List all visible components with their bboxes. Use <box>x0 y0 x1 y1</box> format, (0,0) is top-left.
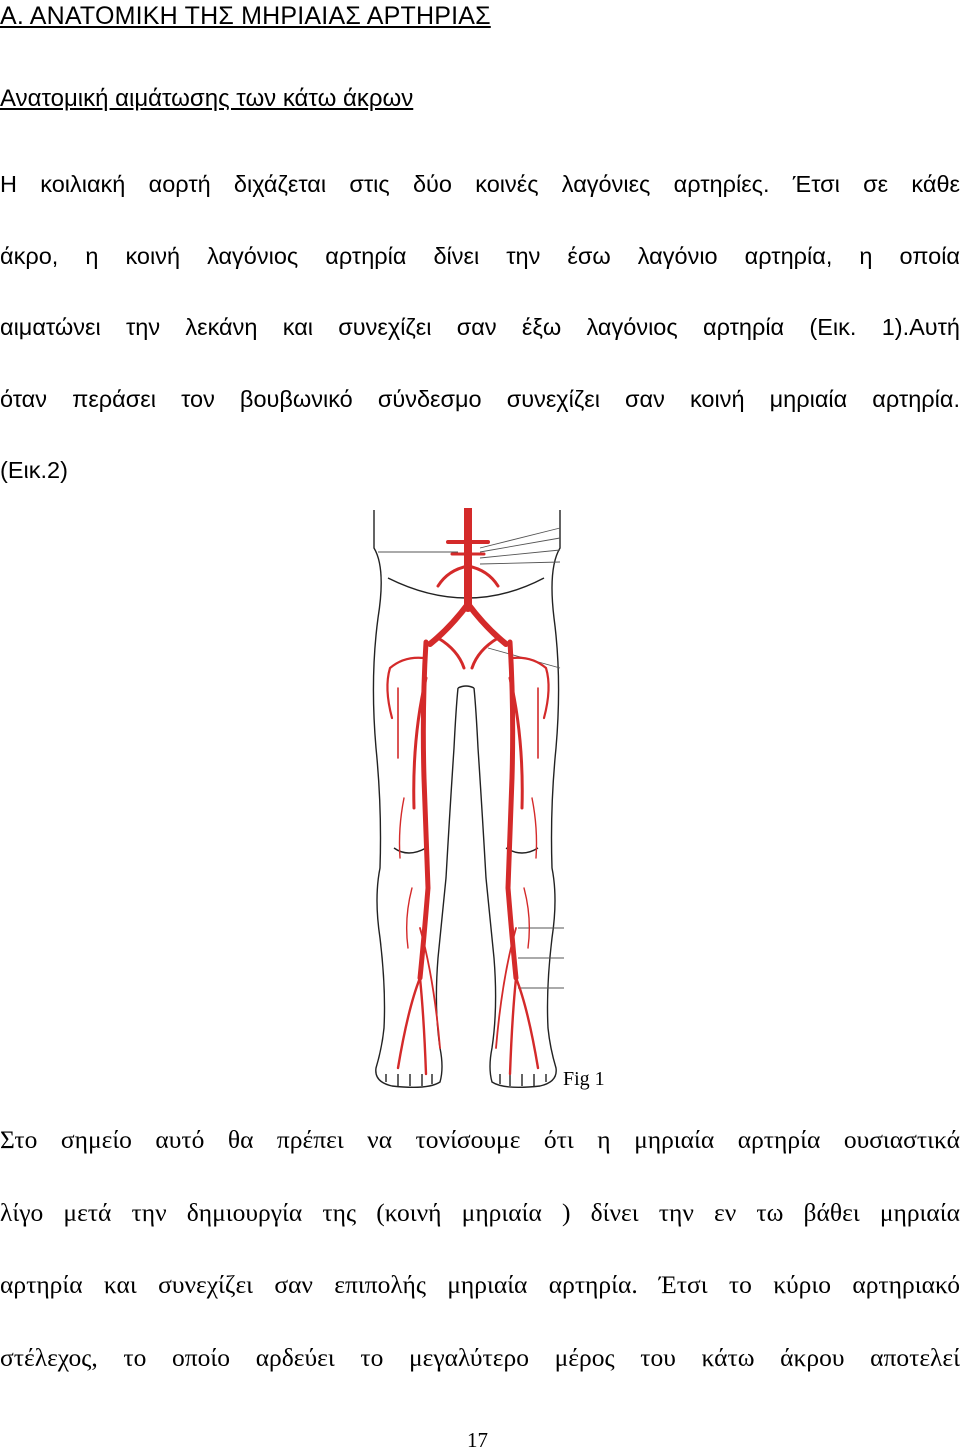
page-number: 17 <box>467 1428 488 1452</box>
paragraph-1 <box>0 149 960 507</box>
paragraph-line: όταν περάσει τον βουβωνικό σύνδεσμο συνεχίζει σαν κοινή μηριαία αρτηρία. <box>0 385 960 412</box>
paragraph-line: αρτηρία και συνεχίζει σαν επιπολής μηριαία αρτηρία. Έτσι το κύριο αρτηριακό <box>0 1270 960 1299</box>
paragraph-line: στέλεχος, το οποίο αρδεύει το μεγαλύτερο μέρος του κάτω άκρου αποτελεί <box>0 1342 960 1372</box>
arteries <box>387 508 548 1074</box>
paragraph-line: αιματώνει την λεκάνη και συνεχίζει σαν έξω λαγόνιος αρτηρία (Εικ. 1).Αυτή <box>0 314 960 340</box>
paragraph-2 <box>0 1104 960 1394</box>
paragraph-line: λίγο μετά την δημιουργία της (κοινή μηριαία ) δίνει την εν τω βάθει μηριαία <box>0 1197 960 1227</box>
paragraph-line: άκρο, η κοινή λαγόνιος αρτηρία δίνει την έσω λαγόνιο αρτηρία, η οποία <box>0 242 960 269</box>
subsection-heading: Ανατομική αιμάτωσης των κάτω άκρων <box>0 85 414 112</box>
section-heading: Α. ΑΝΑΤΟΜΙΚΗ ΤΗΣ ΜΗΡΙΑΙΑΣ ΑΡΤΗΡΙΑΣ <box>0 2 491 30</box>
paragraph-line: Η κοιλιακή αορτή διχάζεται στις δύο κοινές λαγόνιες αρτηρίες. Έτσι σε κάθε <box>0 171 960 197</box>
paragraph-line: Στο σημείο αυτό θα πρέπει να τονίσουμε ότι η μηριαία αρτηρία ουσιαστικά <box>0 1125 960 1154</box>
lower-limb-arteries-icon <box>368 508 564 1092</box>
lower-limb-arteries-figure <box>368 508 564 1092</box>
paragraph-line: (Εικ.2) <box>0 457 68 483</box>
figure-caption: Fig 1 <box>563 1068 605 1090</box>
